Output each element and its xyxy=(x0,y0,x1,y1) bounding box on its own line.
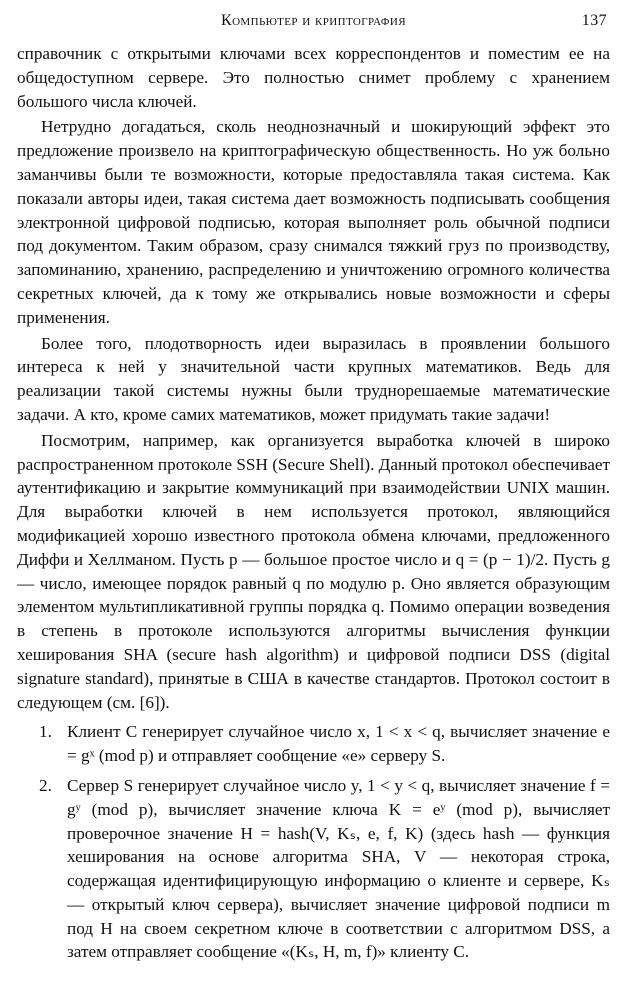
body-text xyxy=(17,42,610,964)
step-text: Сервер S генерирует случайное число y, 1 < y < q, вычисляет значение f = gʸ (mod p), вычисляет значение ключа K = eʸ (mod p), вычисляет проверочное значение H = hash(V, Kₛ, e, f, K) (здесь hash — функция хеширования на основе алгоритма SHA, V — некоторая строка, содержащая идентифицирующую информацию о клиенте и сервере, Kₛ — открытый ключ сервера), вычисляет значение цифровой подписи m под H на своем секретном ключе в соответствии с алгоритмом DSS, а затем отправляет сообщение «(Kₛ, H, m, f)» клиенту C. xyxy=(67,775,610,962)
step-text: Клиент C генерирует случайное число x, 1 < x < q, вычисляет значение e = gˣ (mod p) и отправляет сообщение «e» серверу S. xyxy=(67,722,610,766)
page-number: 137 xyxy=(581,12,607,29)
list-item xyxy=(17,720,610,768)
running-title: Компьютер и криптография xyxy=(221,12,406,29)
step-number: 2. xyxy=(39,775,52,795)
paragraph-reaction: Нетрудно догадаться, сколь неоднозначный и шокирующий эффект это предложение произвело на криптографическую общественность. Но уж больно заманчивы были те возможности, которые предоставляла такая система. Как показали авторы идеи, такая система дает возможность подписывать сообщения электронной цифровой подписью, которая выполняет роль обычной подписи под документом. Таким образом, сразу снимался тяжкий груз по производству, запоминанию, хранению, распределению и уничтожению огромного количества секретных ключей, да к тому же открывались новые возможности и сферы применения. xyxy=(17,117,610,327)
protocol-steps-list xyxy=(17,720,610,964)
paragraph-mathematicians: Более того, плодотворность идеи выразилась в проявлении большого интереса к ней у значительной части крупных математиков. Ведь для реализации такой системы нужны были труднорешаемые математические задачи. А кто, кроме самих математиков, может придумать такие задачи! xyxy=(17,333,610,424)
list-item xyxy=(17,774,610,964)
step-number: 1. xyxy=(39,722,52,742)
paragraph-ssh-protocol: Посмотрим, например, как организуется выработка ключей в широко распространенном протоколе SSH (Secure Shell). Данный протокол обеспечивает аутентификацию и закрытие коммуникаций при взаимодействии UNIX машин. Для выработки ключей в нем используется протокол, являющийся модификацией хорошо известного протокола обмена ключами, предложенного Диффи и Хеллманом. Пусть p — большое простое число и q = (p − 1)/2. Пусть g — число, имеющее порядок равный q по модулю p. Оно является образующим элементом мультипликативной группы порядка q. Помимо операции возведения в степень в протоколе используются алгоритмы вычисления функции хеширования SHA (secure hash algorithm) и цифровой подписи DSS (digital signature standard), принятые в США в качестве стандартов. Протокол состоит в следующем (см. [6]). xyxy=(17,430,610,712)
paragraph-continuation: справочник с открытыми ключами всех корреспондентов и поместим ее на общедоступном сервере. Это полностью снимет проблему с хранением большого числа ключей. xyxy=(17,44,610,111)
running-head xyxy=(17,12,610,42)
